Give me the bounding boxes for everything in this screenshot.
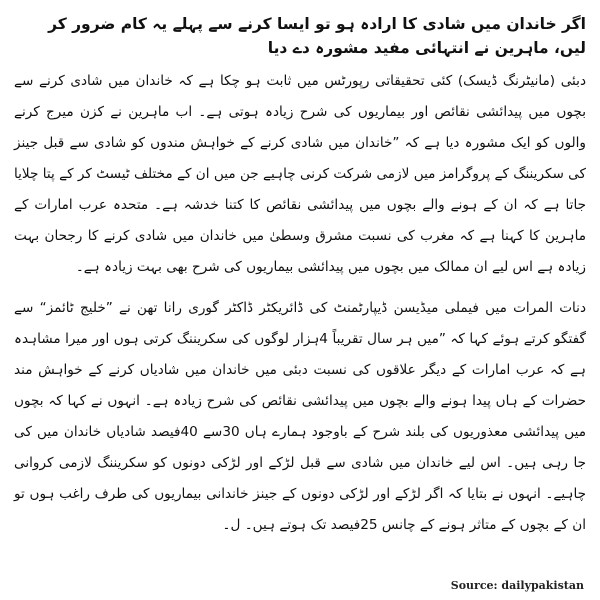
article-paragraph-2: دنات المرات میں فیملی میڈیسن ڈیپارٹمنٹ کی ڈائریکٹر ڈاکٹر گوری رانا تھن نے ”خلیج ٹائمز“ سے گفتگو کرتے ہوئے کہا کہ ”میں ہر سال تقریباً 4ہزار لوگوں کی سکریننگ کرتی ہوں اور میرا مشاہدہ ہے کہ عرب امارات کے دیگر علاقوں کی نسبت دبئی میں خاندان میں شادیاں کرنے کے خواہش مند حضرات کے ہاں پیدا ہونے والے بچوں میں پیدائشی نقائص کی شرح زیادہ ہے۔ انہوں نے کہا کہ بچوں میں پیدائشی معذوریوں کی بلند شرح کے باوجود ہمارے ہاں 30سے 40فیصد شادیاں خاندان میں کی جا رہی ہیں۔ اس لیے خاندان میں شادی سے قبل لڑکے اور لڑکی دونوں کو سکریننگ لازمی کروانی چاہیے۔ انہوں نے بتایا کہ اگر لڑکے اور لڑکی دونوں کے جینز خاندانی بیماریوں کی طرف راغب ہوں تو ان کے بچوں کے متاثر ہونے کے چانس 25فیصد تک ہوتے ہیں۔ ل۔ — [14, 300, 586, 533]
article-paragraph-1: دبئی (مانیٹرنگ ڈیسک) کئی تحقیقاتی رپورٹس میں ثابت ہو چکا ہے کہ خاندان میں شادی کرنے سے بچوں میں پیدائشی نقائص اور بیماریوں کی شرح زیادہ ہوتی ہے۔ اب ماہرین نے کزن میرج کرنے والوں کو ایک مشورہ دیا ہے کہ ”خاندان میں شادی کرنے کے خواہش مندوں کو شادی سے قبل جینز کی سکریننگ کے پروگرامز میں لازمی شرکت کرنی چاہیے جن میں ان کے مختلف ٹیسٹ کر کے پتا چلایا جاتا ہے کہ ان کے ہونے والے بچوں میں پیدائشی نقائص کا کتنا خدشہ ہے۔ متحدہ عرب امارات کے ماہرین کا کہنا ہے کہ مغرب کی نسبت مشرق وسطیٰ میں خاندان میں شادی کرنے کا رجحان بہت زیادہ ہے اس لیے ان ممالک میں بچوں میں پیدائشی بیماریوں کی شرح بھی بہت زیادہ ہے۔ — [14, 73, 586, 275]
source-credit: Source: dailypakistan — [450, 579, 584, 592]
article-headline: اگر خاندان میں شادی کا ارادہ ہو تو ایسا کرنے سے پہلے یہ کام ضرور کر لیں، ماہرین نے انتہائی مفید مشورہ دے دیا — [48, 15, 586, 57]
